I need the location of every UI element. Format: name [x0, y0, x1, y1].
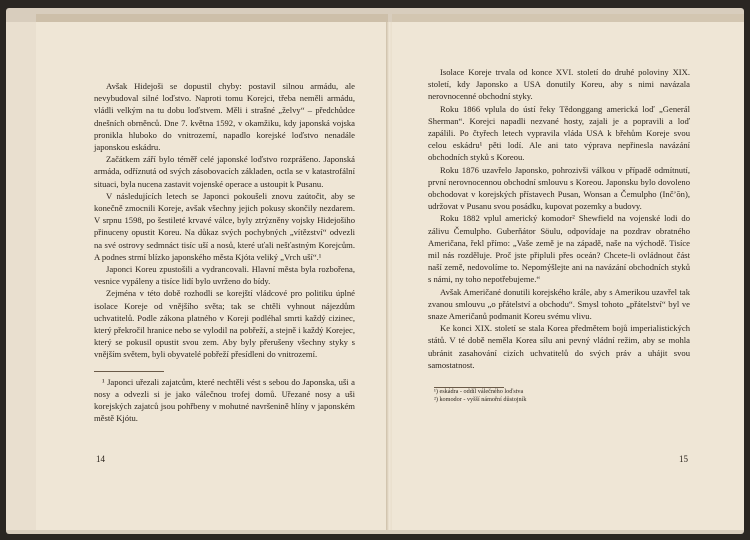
footnote: ¹) eskádra - oddíl válečného loďstva [434, 388, 524, 396]
paragraph: Začátkem září bylo téměř celé japonské loďstvo rozprášeno. Japonská armáda, odříznutá od svých zásobovacích základen, octla se v katastrofální situaci, byla nucena zastavit vojenské operace a ustoupit k Pusanu. [94, 154, 355, 189]
paragraph: Roku 1876 uzavřelo Japonsko, pohrozivši válkou v případě odmítnutí, první nerovnocennou obchodní smlouvu s Koreou. Japonsku bylo dovoleno obchodovat v korejských přístavech Pusan, Wonsan a Čemulpho (Inč’ŏn), udržovat v Pusanu svou posádku, kupovat pozemky a budovy. [428, 164, 690, 212]
left-page [36, 22, 388, 530]
footnote: ¹ Japonci uřezali zajatcům, které nechtěli vést s sebou do Japonska, uši a nosy a odvezli si je jako válečnou trofej domů. Uřezané nosy a uši korejských zajatců jsou pohřbeny v mohutné navršenině hlíny v japonském městě Kjótu. [94, 376, 355, 424]
footnote: ²) komodor - vyšší námořní důstojník [434, 396, 527, 404]
open-book [6, 8, 744, 534]
paragraph: V následujících letech se Japonci pokoušeli znovu zaútočit, aby se konečně zmocnili Koreje, avšak všechny jejich pokusy skončily nezdarem. V srpnu 1598, po šestileté krvavé válce, byly ztrýzněny vojsky Hidejošiho přinuceny opustit Koreu. Na důkaz svých pochybných „vítězství“ odvezli na své ostrovy sedmnáct tisíc uší a nosů, které uťali nešťastným Korejcům. A podnes strmí blízko japonského města Kjóta veliký „Vrch uší“.¹ [94, 190, 355, 262]
paragraph: Avšak Hidejoši se dopustil chyby: postavil silnou armádu, ale nevybudoval silné loďstvo. Naproti tomu Korejci, třeba neměli armádu, vládli velkým na tu dobu loďstvem. Měli i strašné „želvy“ – předchůdce dnešních obrněnců. Dne 7. května 1592, v okamžiku, kdy japonská vojska pronikla hluboko do vnitrozemí, napadlo korejské loďstvo nenadále japonskou eskádru. [94, 81, 355, 153]
page-number: 14 [96, 454, 105, 464]
paragraph: Zejména v této době rozhodli se korejští vládcové pro politiku úplné isolace Koreje od vnějšího světa; tak se chtěli vyhnout nájezdům uchvatitelů. Podle zákona platného v Koreji podléhal smrti každý cizinec, který překročil hranice nebo se vylodil na pobřeží, a stejně i každý Korejec, který se pokusil opustit svou zem. Aby byly přerušeny všechny styky s vnějším světem, byli obyvatelé pobřeží přesídleni do vnitrozemí. [94, 288, 355, 360]
footnotes [428, 387, 690, 404]
paragraph: Isolace Koreje trvala od konce XVI. století do druhé poloviny XIX. století, kdy Japonsko a USA donutily Koreu, aby s nimi navázala nerovnocenné obchodní styky. [428, 67, 690, 102]
page-number: 15 [679, 454, 688, 464]
paragraph: Roku 1866 vplula do ústí řeky Tědonggang americká loď „Generál Sherman“. Korejci napadli nezvané hosty, zajali je a popravili a loď zapálili. Po čtyřech letech vypravila vláda USA k břehům Koreje svou celou eskádru¹ pěti lodí. Ale ani tato výprava nepřinesla navázání obchodních styků s Koreou. [428, 103, 690, 163]
page-edges [6, 22, 37, 530]
right-page [392, 22, 744, 530]
footnote-rule [94, 371, 164, 372]
paragraph: Roku 1882 vplul americký komodor² Shewfield na vojenské lodi do zálivu Čemulpho. Guberňátor Söulu, odpovídaje na pozdrav obratného Američana, řekl přímo: „Vaše země je na západě, naše na východě. Tisíce mil nás rozděluje. Proč jste připluli přes oceán? Chcete-li ovládnout část naší země, nedovolíme to. Nepomýšlejte ani na navázání obchodních styků s námi, ny toho nepotřebujeme.“ [428, 213, 690, 285]
paragraph: Japonci Koreu zpustošili a vydrancovali. Hlavní města byla rozbořena, vesnice vypáleny a tisíce lidí bylo uvrženo do bídy. [94, 264, 355, 287]
paragraph: Ke konci XIX. století se stala Korea předmětem bojů imperialistických států. V té době neměla Korea sílu ani pevný vládní režim, aby se mohla ubránit zasahování cizích uchvatitelů do svých práv a uhájit svou samostatnost. [428, 323, 690, 370]
paragraph: Avšak Američané donutili korejského krále, aby s Amerikou uzavřel tak zvanou smlouvu „o přátelství a obchodu“. Smysl tohoto „přátelství“ byl ve snaze Američanů podmanit Koreu svému vlivu. [428, 286, 690, 322]
footnotes [94, 371, 355, 425]
